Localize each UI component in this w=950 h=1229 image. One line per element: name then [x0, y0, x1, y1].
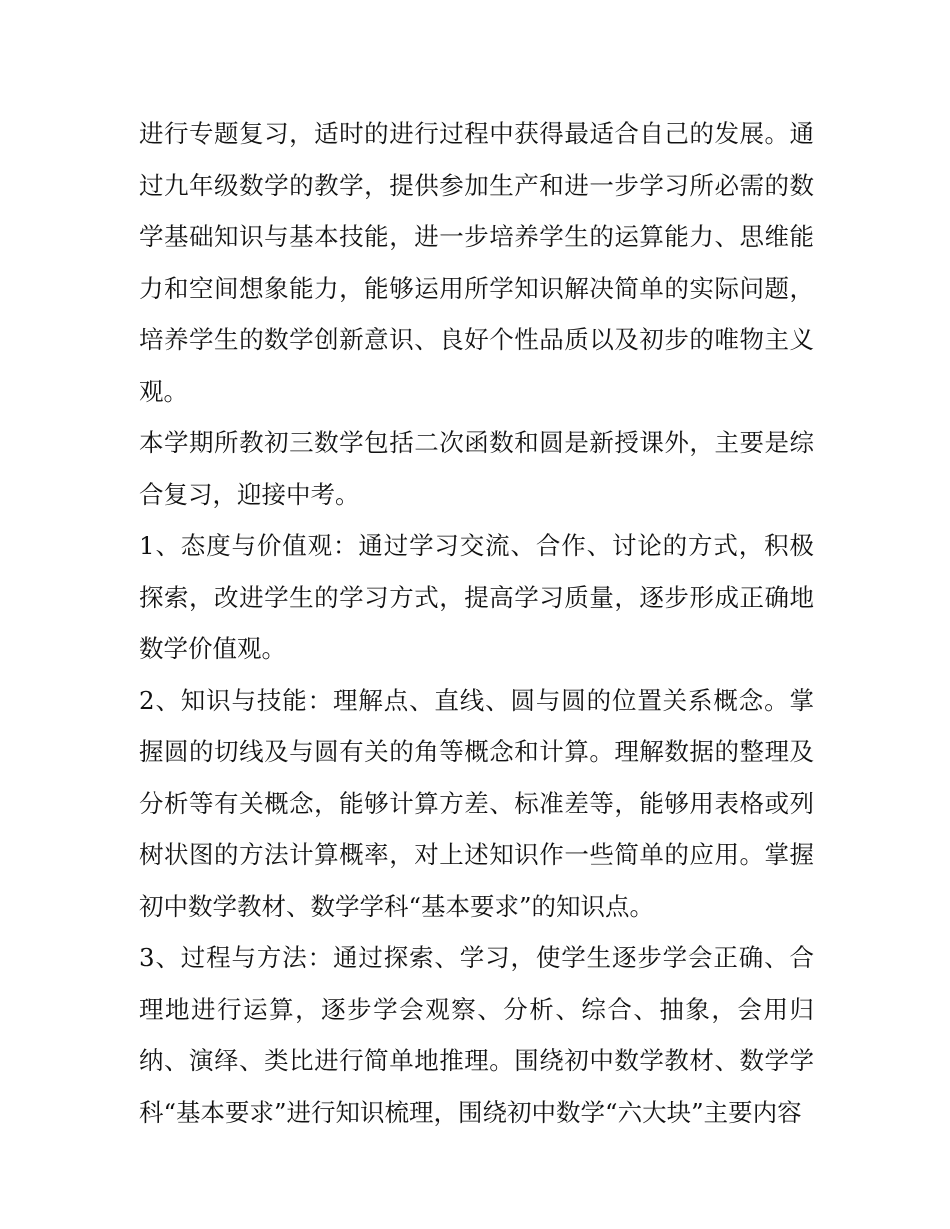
paragraph-process-methods: 3、过程与方法：通过探索、学习，使学生逐步学会正确、合理地进行运算，逐步学会观察、分析、综合、抽象，会用归纳、演绎、类比进行简单地推理。围绕初中数学教材、数学学科“基本要求”进行知识梳理，围绕初中数学“六大块”主要内容 [139, 943, 814, 1127]
paragraph-semester-scope: 本学期所教初三数学包括二次函数和圆是新授课外，主要是综合复习，迎接中考。 [139, 428, 814, 509]
document-body [139, 108, 814, 1138]
paragraph-goals-continued: 进行专题复习，适时的进行过程中获得最适合自己的发展。通过九年级数学的教学，提供参加生产和进一步学习所必需的数学基础知识与基本技能，进一步培养学生的运算能力、思维能力和空间想象能力，能够运用所学知识解决简单的实际问题，培养学生的数学创新意识、良好个性品质以及初步的唯物主义观。 [139, 119, 814, 406]
paragraph-attitude-values: 1、态度与价值观：通过学习交流、合作、讨论的方式，积极探索，改进学生的学习方式，提高学习质量，逐步形成正确地数学价值观。 [139, 531, 814, 663]
paragraph-knowledge-skills: 2、知识与技能：理解点、直线、圆与圆的位置关系概念。掌握圆的切线及与圆有关的角等概念和计算。理解数据的整理及分析等有关概念，能够计算方差、标准差等，能够用表格或列树状图的方法计算概率，对上述知识作一些简单的应用。掌握初中数学教材、数学学科“基本要求”的知识点。 [139, 685, 814, 921]
